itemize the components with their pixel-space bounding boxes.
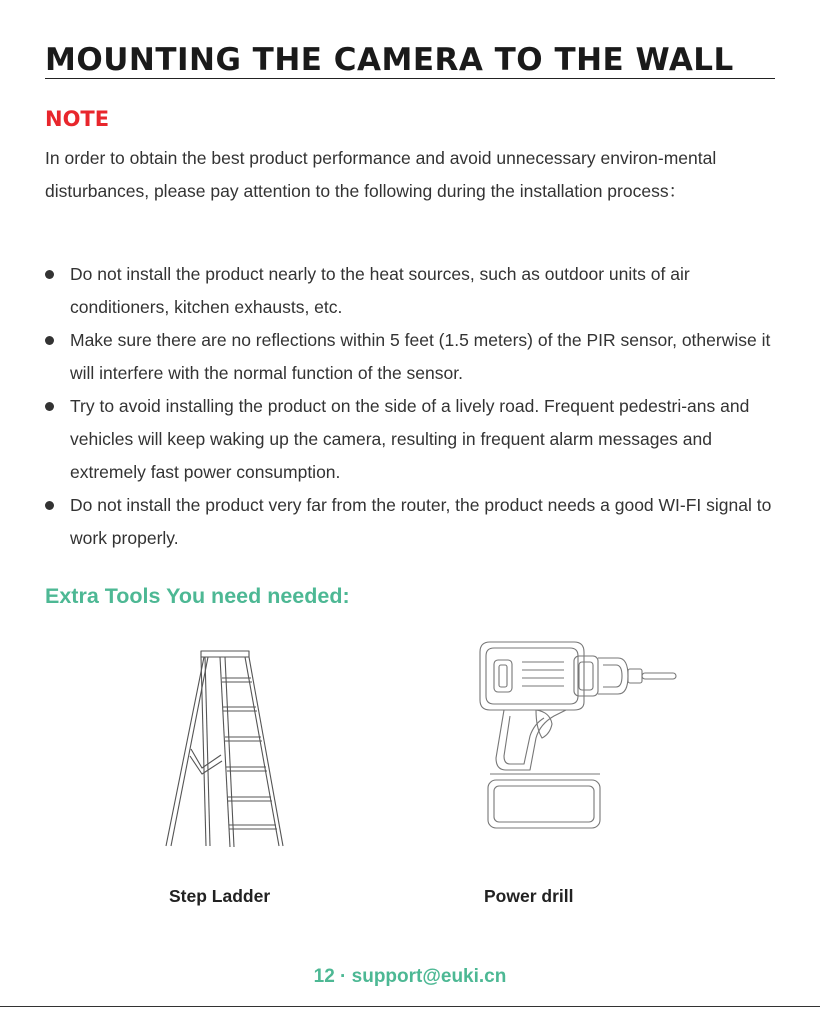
footer-divider [0, 1006, 820, 1007]
list-item [45, 390, 780, 489]
note-heading: NOTE [45, 107, 110, 131]
intro-paragraph: In order to obtain the best product performance and avoid unnecessary environ-mental disturbances, please pay attention to the following during the installation process： [45, 148, 717, 201]
bullet-icon [45, 336, 54, 345]
title-divider [45, 78, 775, 79]
power-drill-icon [478, 640, 680, 842]
note-list [45, 258, 780, 555]
list-item-text: Do not install the product nearly to the heat sources, such as outdoor units of air conditioners, kitchen exhausts, etc. [70, 264, 690, 317]
list-item-text: Try to avoid installing the product on the side of a lively road. Frequent pedestri-ans and vehicles will keep waking up the camera, resulting in frequent alarm messages and extremely fast power consumption. [70, 396, 750, 482]
tool-label-drill: Power drill [484, 886, 574, 906]
bullet-icon [45, 270, 54, 279]
list-item-text: Do not install the product very far from the router, the product needs a good WI-FI signal to work properly. [70, 495, 772, 548]
tool-label-ladder: Step Ladder [169, 886, 271, 906]
page-title: MOUNTING THE CAMERA TO THE WALL [45, 42, 734, 78]
tools-heading: Extra Tools You need needed: [45, 584, 350, 608]
list-item [45, 324, 780, 390]
page-footer: 12 · support@euki.cn [313, 966, 507, 987]
ladder-icon [160, 648, 295, 850]
list-item-text: Make sure there are no reflections within 5 feet (1.5 meters) of the PIR sensor, otherwise it will interfere with the normal function of the sensor. [70, 330, 771, 383]
bullet-icon [45, 402, 54, 411]
bullet-icon [45, 501, 54, 510]
list-item [45, 258, 780, 324]
list-item [45, 489, 780, 555]
